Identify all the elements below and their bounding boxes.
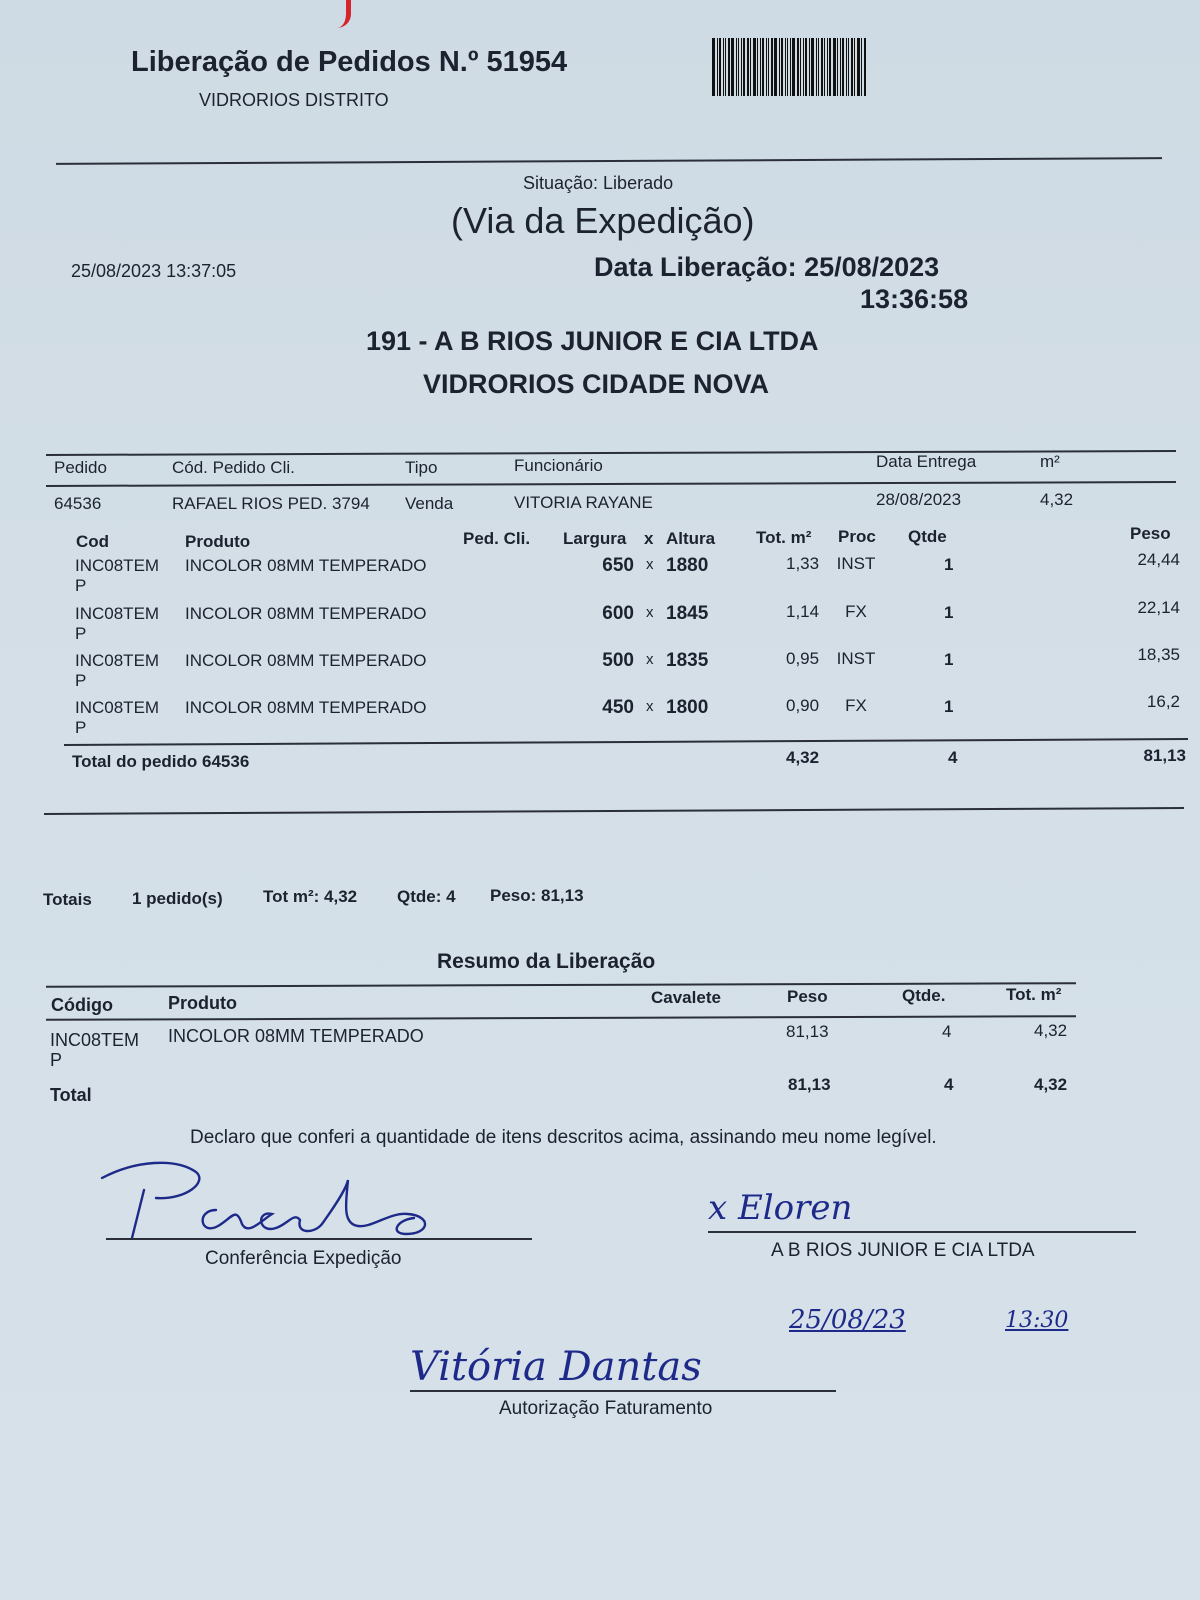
- col-codigo: Código: [51, 995, 113, 1015]
- barcode-bar: [760, 38, 761, 96]
- release-time: 13:36:58: [860, 284, 969, 314]
- order-number: 64536: [54, 494, 102, 513]
- col-cod-pedido-cli: Cód. Pedido Cli.: [172, 458, 295, 477]
- totals-m2: Tot m²: 4,32: [263, 887, 358, 906]
- declaration-text: Declaro que conferi a quantidade de itens descritos acima, assinando meu nome legível.: [190, 1127, 937, 1148]
- item-qtde: 1: [944, 650, 954, 669]
- barcode-bar: [743, 38, 745, 96]
- signature-line-client: [708, 1231, 1136, 1233]
- item-width: 650: [602, 555, 634, 576]
- item-width: 500: [602, 650, 634, 671]
- handwritten-date: 25/08/23: [789, 1305, 906, 1335]
- item-proc: FX: [845, 602, 867, 621]
- barcode-bar: [736, 38, 737, 96]
- col-summary-peso: Peso: [787, 987, 828, 1006]
- barcode-bar: [818, 38, 819, 96]
- order-total-peso: 81,13: [1143, 746, 1186, 765]
- summary-code: INC08TEMP: [50, 1030, 140, 1070]
- signature-expedition: [96, 1150, 536, 1242]
- barcode-bar: [811, 38, 814, 96]
- col-cavalete: Cavalete: [651, 988, 721, 1007]
- summary-qtde: 4: [942, 1022, 952, 1041]
- item-weight: 24,44: [1137, 550, 1180, 569]
- divider: [56, 157, 1162, 165]
- barcode-bar: [774, 38, 777, 96]
- item-product: INCOLOR 08MM TEMPERADO: [185, 556, 427, 575]
- barcode-bar: [766, 38, 767, 96]
- col-ped-cli: Ped. Cli.: [463, 529, 531, 548]
- barcode-bar: [712, 38, 715, 96]
- col-summary-produto: Produto: [168, 993, 237, 1013]
- totals-qtde: Qtde: 4: [397, 887, 456, 906]
- col-qtde: Qtde: [908, 527, 947, 546]
- item-proc: INST: [836, 554, 876, 573]
- barcode-bar: [728, 38, 730, 96]
- barcode-bar: [762, 38, 764, 96]
- item-qtde: 1: [944, 697, 954, 716]
- barcode-bar: [846, 38, 847, 96]
- summary-total-label: Total: [50, 1085, 92, 1105]
- barcode-bar: [833, 38, 836, 96]
- barcode-bar: [717, 38, 718, 96]
- summary-product: INCOLOR 08MM TEMPERADO: [168, 1026, 424, 1046]
- col-peso: Peso: [1130, 524, 1171, 543]
- barcode-bar: [821, 38, 823, 96]
- item-weight: 22,14: [1137, 598, 1180, 617]
- divider: [46, 481, 1176, 487]
- barcode-bar: [840, 38, 841, 96]
- col-proc: Proc: [838, 527, 876, 546]
- company-name: VIDRORIOS DISTRITO: [199, 90, 389, 110]
- employee: VITORIA RAYANE: [514, 493, 653, 512]
- barcode-bar: [848, 38, 849, 96]
- col-largura: Largura: [563, 529, 627, 548]
- barcode-bar: [723, 38, 724, 96]
- summary-total-tot-m2: 4,32: [1034, 1075, 1068, 1094]
- barcode-bar: [753, 38, 756, 96]
- divider: [46, 450, 1176, 456]
- barcode-bar: [837, 38, 838, 96]
- barcode-bar: [861, 38, 862, 96]
- barcode-bar: [816, 38, 817, 96]
- item-product: INCOLOR 08MM TEMPERADO: [185, 651, 427, 670]
- signature-label-client: A B RIOS JUNIOR E CIA LTDA: [771, 1240, 1035, 1261]
- barcode-bar: [750, 38, 751, 96]
- barcode-bar: [797, 38, 799, 96]
- col-tipo: Tipo: [405, 458, 438, 477]
- barcode-bar: [809, 38, 810, 96]
- item-product: INCOLOR 08MM TEMPERADO: [185, 698, 427, 717]
- barcode-bar: [771, 38, 773, 96]
- divider: [46, 1015, 1076, 1021]
- col-summary-tot-m2: Tot. m²: [1006, 985, 1062, 1004]
- barcode-bar: [738, 38, 739, 96]
- item-x: x: [646, 556, 654, 573]
- item-m2: 1,33: [786, 554, 820, 573]
- document-title: Liberação de Pedidos N.º 51954: [131, 46, 568, 78]
- item-height: 1835: [666, 650, 709, 671]
- barcode-bar: [741, 38, 742, 96]
- barcode-bar: [827, 38, 828, 96]
- order-total-label: Total do pedido 64536: [72, 752, 250, 771]
- order-type: Venda: [405, 494, 454, 513]
- item-width: 450: [602, 697, 634, 718]
- divider: [64, 738, 1188, 746]
- item-code: INC08TEMP: [75, 698, 160, 737]
- release-date: Data Liberação: 25/08/2023: [594, 252, 940, 282]
- via-heading: (Via da Expedição): [451, 200, 755, 241]
- signature-label-billing: Autorização Faturamento: [499, 1398, 713, 1419]
- item-product: INCOLOR 08MM TEMPERADO: [185, 604, 427, 623]
- barcode-bar: [805, 38, 807, 96]
- col-pedido: Pedido: [54, 458, 107, 477]
- handwritten-time: 13:30: [1005, 1308, 1069, 1333]
- barcode-bar: [842, 38, 844, 96]
- item-qtde: 1: [944, 603, 954, 622]
- item-code: INC08TEMP: [75, 556, 160, 595]
- barcode-bar: [790, 38, 791, 96]
- barcode-bar: [829, 38, 831, 96]
- barcode-bar: [824, 38, 825, 96]
- summary-total-qtde: 4: [944, 1075, 954, 1094]
- barcode-bar: [731, 38, 734, 96]
- barcode-bar: [854, 38, 855, 96]
- barcode-bar: [857, 38, 860, 96]
- divider: [44, 807, 1184, 815]
- red-pen-mark: [336, 0, 351, 28]
- col-tot-m2: Tot. m²: [756, 528, 812, 547]
- item-qtde: 1: [944, 555, 954, 574]
- barcode-bar: [787, 38, 788, 96]
- signature-line-expedition: [106, 1238, 532, 1240]
- item-m2: 0,90: [786, 696, 820, 715]
- item-m2: 0,95: [786, 649, 820, 668]
- barcode-bar: [851, 38, 853, 96]
- client-branch: VIDRORIOS CIDADE NOVA: [423, 369, 770, 399]
- order-m2: 4,32: [1040, 490, 1074, 509]
- col-x: x: [644, 529, 654, 548]
- delivery-date: 28/08/2023: [876, 490, 962, 509]
- barcode-bar: [757, 38, 758, 96]
- summary-peso: 81,13: [786, 1022, 829, 1041]
- barcode-bar: [792, 38, 795, 96]
- summary-title: Resumo da Liberação: [437, 950, 656, 973]
- totals-peso: Peso: 81,13: [490, 886, 584, 905]
- client-name: 191 - A B RIOS JUNIOR E CIA LTDA: [366, 326, 819, 356]
- client-order-code: RAFAEL RIOS PED. 3794: [172, 494, 370, 513]
- col-summary-qtde: Qtde.: [902, 986, 946, 1005]
- summary-total-peso: 81,13: [788, 1075, 831, 1094]
- totals-label: Totais: [43, 890, 92, 909]
- item-weight: 16,2: [1146, 692, 1180, 711]
- col-data-entrega: Data Entrega: [876, 452, 977, 471]
- item-proc: INST: [836, 649, 876, 668]
- summary-tot-m2: 4,32: [1034, 1021, 1068, 1040]
- item-height: 1800: [666, 697, 709, 718]
- barcode-bar: [781, 38, 783, 96]
- barcode-bar: [747, 38, 749, 96]
- col-m2: m²: [1040, 452, 1060, 471]
- barcode-bar: [785, 38, 786, 96]
- status-text: Situação: Liberado: [523, 173, 674, 193]
- col-produto: Produto: [185, 532, 251, 551]
- barcode-bar: [725, 38, 726, 96]
- item-code: INC08TEMP: [75, 651, 160, 690]
- item-code: INC08TEMP: [75, 604, 160, 643]
- item-m2: 1,14: [786, 602, 820, 621]
- barcode-bar: [719, 38, 721, 96]
- signature-billing: Vitória Dantas: [410, 1344, 702, 1390]
- barcode-bar: [779, 38, 780, 96]
- order-total-qtde: 4: [948, 748, 958, 767]
- signature-line-billing: [410, 1390, 836, 1392]
- item-x: x: [646, 651, 654, 668]
- col-funcionario: Funcionário: [514, 456, 603, 475]
- signature-label-expedition: Conferência Expedição: [205, 1248, 402, 1269]
- barcode-bar: [803, 38, 804, 96]
- item-height: 1845: [666, 603, 709, 624]
- barcode-bar: [768, 38, 769, 96]
- item-width: 600: [602, 603, 634, 624]
- printed-timestamp: 25/08/2023 13:37:05: [71, 261, 237, 281]
- col-altura: Altura: [666, 529, 716, 548]
- order-total-m2: 4,32: [786, 748, 820, 767]
- totals-orders: 1 pedido(s): [132, 889, 223, 908]
- col-cod: Cod: [76, 532, 110, 551]
- item-x: x: [646, 604, 654, 621]
- barcode: [712, 38, 906, 96]
- item-x: x: [646, 698, 654, 715]
- barcode-bar: [864, 38, 866, 96]
- item-weight: 18,35: [1137, 645, 1180, 664]
- item-proc: FX: [845, 696, 867, 715]
- signature-client: x Eloren: [708, 1188, 853, 1228]
- barcode-bar: [800, 38, 801, 96]
- item-height: 1880: [666, 555, 709, 576]
